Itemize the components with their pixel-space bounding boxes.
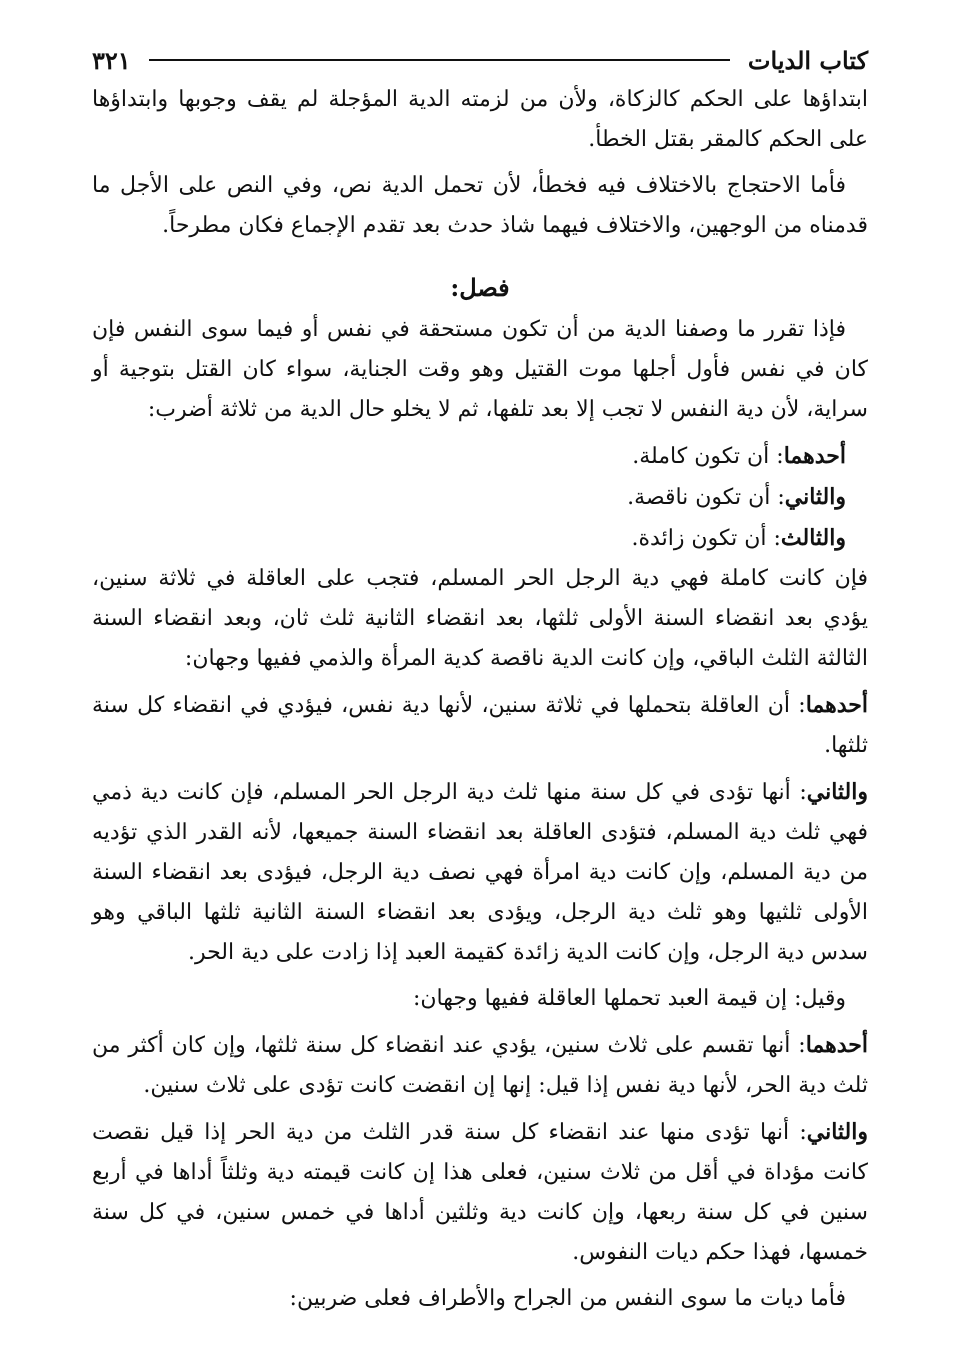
- paragraph-5-text: : أن العاقلة بتحملها في ثلاثة سنين، لأنها دية نفس، فيؤدي في انقضاء كل سنة ثلثها.: [92, 693, 868, 758]
- paragraph-3: فإذا تقرر ما وصفنا الدية من أن تكون مستحقة في نفس أو فيما سوى النفس فإن كان في نفس فأول أجلها موت القتيل وهو وقت الجناية، سواء كان القتل بتوجية أو سراية، لأن دية النفس لا تجب إلا بعد تلفها، ثم لا يخلو حال الدية من ثلاثة أضرب:: [92, 317, 868, 422]
- paragraph-10: فأما ديات ما سوى النفس من الجراح والأطراف فعلى ضربين:: [289, 1286, 846, 1311]
- page: [92, 40, 868, 1325]
- list-item-2: [92, 477, 868, 518]
- page-header: [92, 40, 868, 80]
- paragraph-8: [92, 1025, 868, 1106]
- paragraph-9-lead: والثاني: [806, 1119, 868, 1145]
- paragraph-6-text: : أنها تؤدى في كل سنة منها ثلث دية الرجل الحر المسلم، فإن كانت دية ذمي فهي ثلث دية المسلم، فتؤدى العاقلة بعد انقضاء السنة جميعها، لأنه القدر الذي تؤديه من دية المسلم، وإن كانت دية امرأة فهي نصف دية الرجل، فيؤدى بعد انقضاء السنة الأولى ثلثيها وهو ثلث دية الرجل، ويؤدى بعد انقضاء السنة الثانية ثلثها الباقي وهو سدس دية الرجل، وإن كانت الدية زائدة كقيمة العبد إذا زادت على دية الحر.: [92, 780, 869, 965]
- paragraph-1: ابتداؤها على الحكم كالزكاة، ولأن من لزمته الدية المؤجلة لم يقف وجوبها وابتداؤها على الحكم كالمقر بقتل الخطأ.: [92, 87, 868, 152]
- list-item-1: [92, 436, 868, 477]
- list-item-2-text: : أن تكون ناقصة.: [627, 485, 785, 510]
- paragraph-5: [92, 685, 868, 766]
- section-heading: فصل:: [450, 273, 510, 302]
- page-number: ٣٢١: [92, 45, 131, 75]
- paragraph-9: [92, 1112, 868, 1273]
- paragraph-9-text: : أنها تؤدى منها عند انقضاء كل سنة قدر الثلث من دية الحر إذا قيل نقصت كانت مؤداة في أقل من ثلاث سنين، فعلى هذا إن كانت قيمته دية وثلثاً أداها في أربع سنين في كل سنة ربعها، وإن كانت دية وثلثين أداها في خمس سنين، في كل سنة خمسها، فهذا حكم ديات النفوس.: [92, 1120, 868, 1265]
- list-item-1-text: : أن تكون كاملة.: [632, 444, 784, 469]
- paragraph-6: [92, 772, 868, 973]
- paragraph-7: وقيل: إن قيمة العبد تحملها العاقلة ففيها وجهان:: [412, 986, 846, 1011]
- paragraph-4: فإن كانت كاملة فهي دية الرجل الحر المسلم، فتجب على العاقلة في ثلاثة سنين، يؤدي بعد انقضاء السنة الأولى ثلثها، بعد انقضاء الثانية ثلث ثان، وبعد انقضاء السنة الثالثة الثلث الباقي، وإن كانت الدية ناقصة كدية المرأة والذمي ففيها وجهان:: [92, 566, 868, 671]
- list-item-2-lead: والثاني: [784, 484, 846, 510]
- book-title: كتاب الديات: [747, 45, 868, 75]
- list-item-3-lead: والثالث: [780, 525, 846, 551]
- list-item-3: [92, 518, 868, 559]
- paragraph-8-lead: أحدهما: [805, 1032, 868, 1058]
- header-rule: [149, 59, 730, 61]
- paragraph-5-lead: أحدهما: [805, 692, 868, 718]
- paragraph-6-lead: والثاني: [806, 779, 868, 805]
- list-item-1-lead: أحدهما: [783, 443, 846, 469]
- paragraph-8-text: : أنها تقسم على ثلاث سنين، يؤدي عند انقضاء كل سنة ثلثها، وإن كان أكثر من ثلث دية الحر، لأنها دية نفس إذا قيل: إنها إن انقضت كانت تؤدى على ثلاث سنين.: [92, 1033, 868, 1098]
- paragraph-2: فأما الاحتجاج بالاختلاف فيه فخطأ، لأن تحمل الدية نص، وفي النص على الأجل ما قدمناه من الوجهين، والاختلاف فيهما شاذ حدث بعد تقدم الإجماع فكان مطرحاً.: [92, 173, 868, 238]
- page-body: [92, 80, 868, 1319]
- list-item-3-text: : أن تكون زائدة.: [631, 526, 781, 551]
